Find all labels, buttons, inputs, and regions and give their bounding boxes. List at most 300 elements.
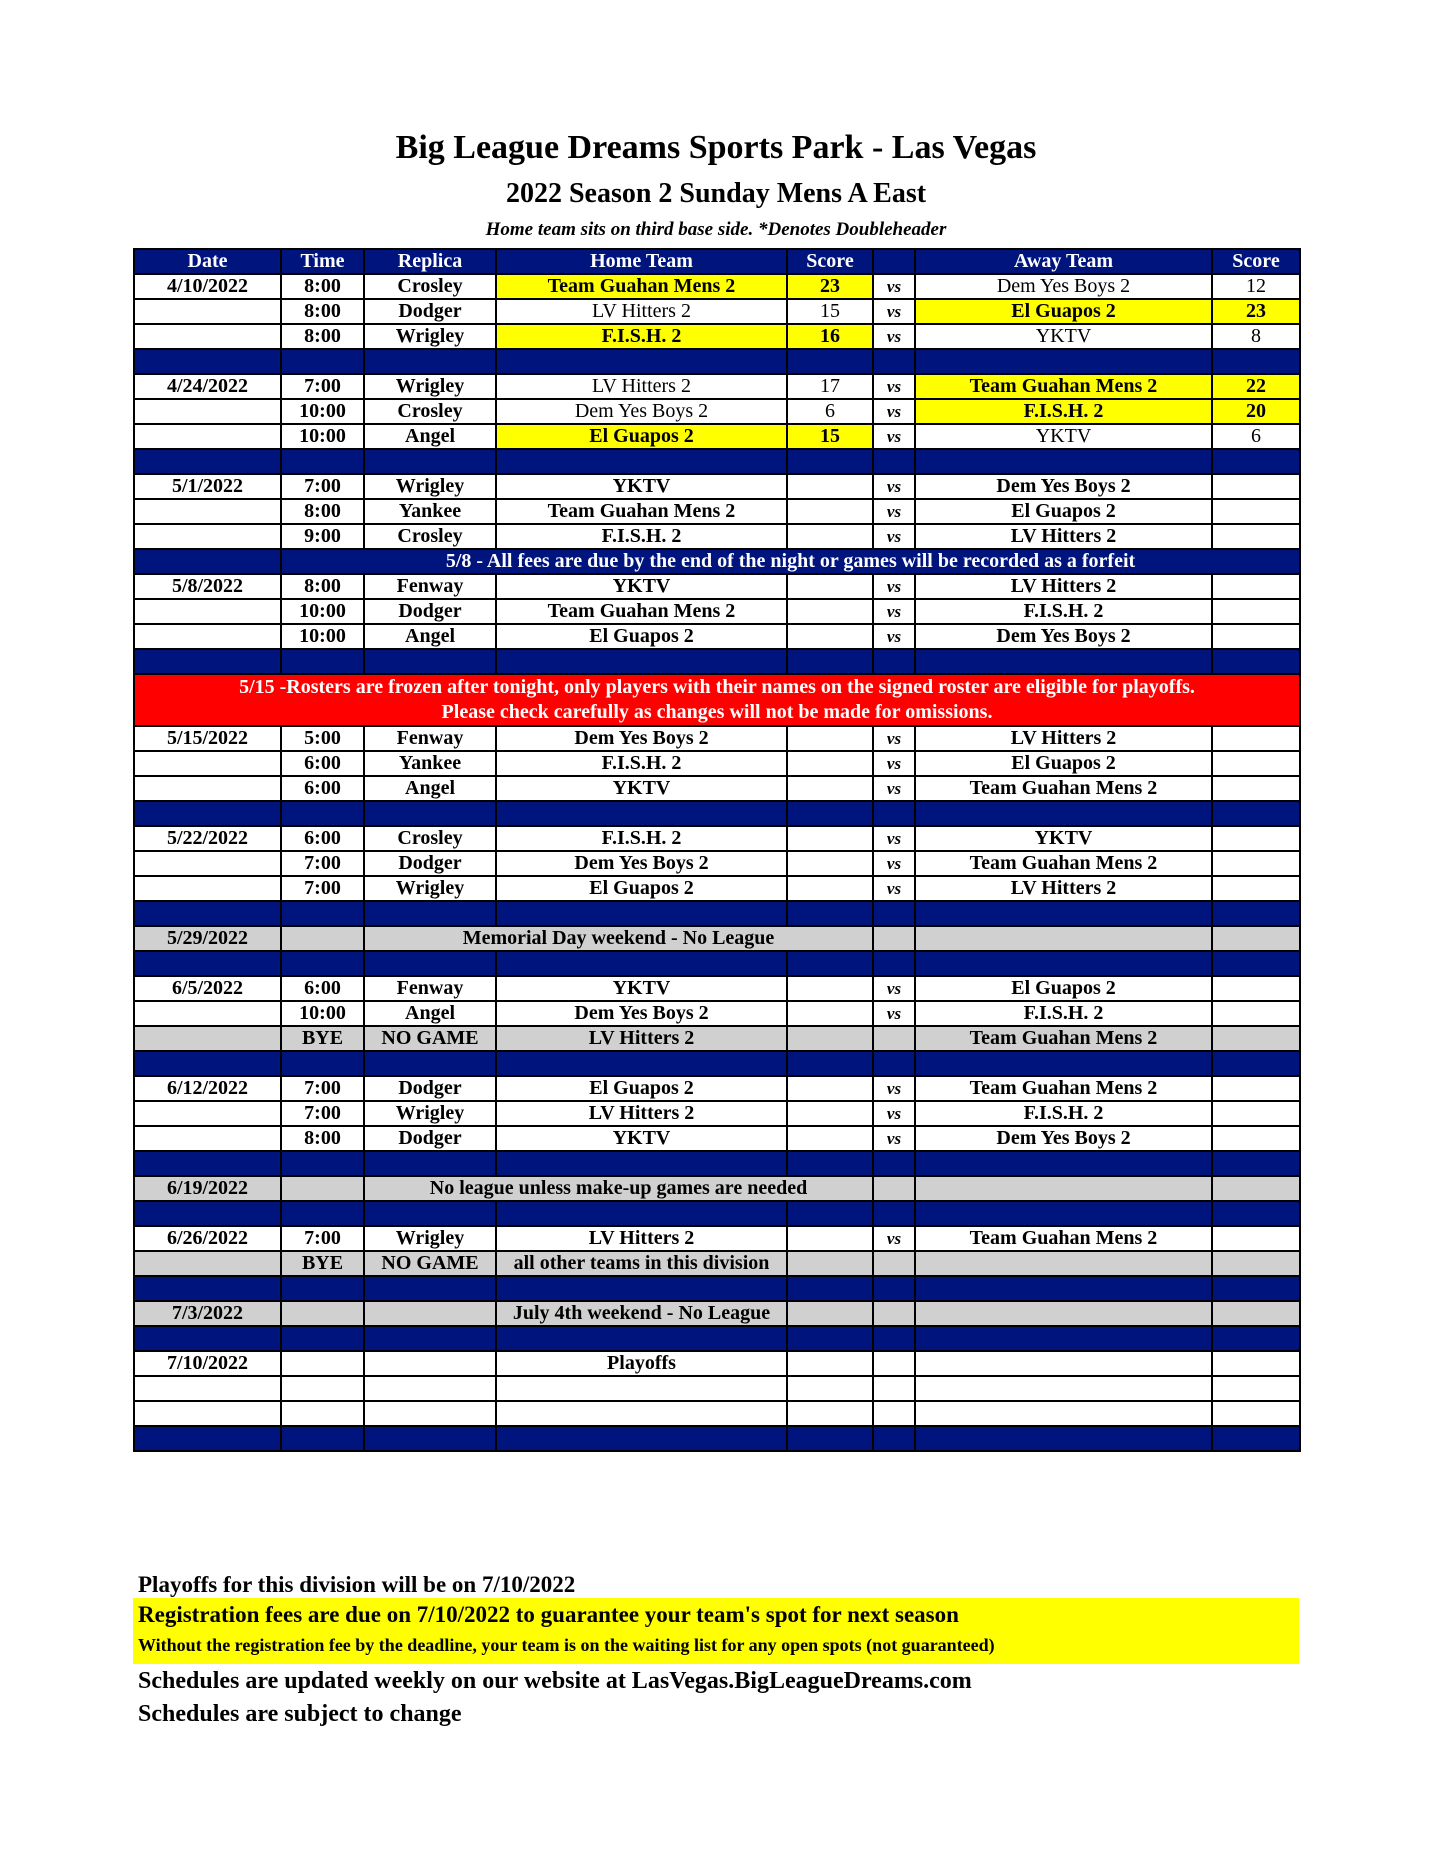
empty-cell bbox=[1212, 801, 1300, 826]
empty-cell bbox=[134, 1326, 281, 1351]
empty-cell bbox=[915, 951, 1212, 976]
away-score: 22 bbox=[1212, 374, 1300, 399]
away-team: Dem Yes Boys 2 bbox=[915, 474, 1212, 499]
empty-cell bbox=[873, 1201, 915, 1226]
away-team: Team Guahan Mens 2 bbox=[915, 851, 1212, 876]
empty-cell bbox=[281, 1051, 364, 1076]
vs-label: vs bbox=[873, 851, 915, 876]
home-score bbox=[787, 499, 873, 524]
empty-cell bbox=[787, 801, 873, 826]
game-field: Crosley bbox=[364, 826, 496, 851]
away-score bbox=[1212, 776, 1300, 801]
empty-cell bbox=[281, 1326, 364, 1351]
vs-label: vs bbox=[873, 1226, 915, 1251]
game-field: Wrigley bbox=[364, 1101, 496, 1126]
no-league-row bbox=[134, 926, 1300, 951]
home-team: LV Hitters 2 bbox=[496, 299, 787, 324]
empty-cell bbox=[1212, 1401, 1300, 1426]
empty-cell bbox=[364, 349, 496, 374]
empty-cell bbox=[364, 1351, 496, 1376]
empty-cell bbox=[873, 901, 915, 926]
away-score bbox=[1212, 1126, 1300, 1151]
game-date bbox=[134, 776, 281, 801]
playoffs-row bbox=[134, 1351, 1300, 1376]
away-team: Team Guahan Mens 2 bbox=[915, 776, 1212, 801]
table-row bbox=[134, 751, 1300, 776]
empty-cell bbox=[134, 549, 281, 574]
empty-cell bbox=[915, 649, 1212, 674]
game-time: 8:00 bbox=[281, 574, 364, 599]
vs-label: vs bbox=[873, 524, 915, 549]
empty-cell bbox=[873, 1051, 915, 1076]
game-field: Yankee bbox=[364, 751, 496, 776]
empty-cell bbox=[873, 1376, 915, 1401]
empty-cell bbox=[364, 1401, 496, 1426]
roster-alert-line1: 5/15 -Rosters are frozen after tonight, only players with their names on the signed roster are eligible for playoffs. bbox=[239, 676, 1195, 698]
table-row bbox=[134, 1076, 1300, 1101]
separator-row bbox=[134, 449, 1300, 474]
game-field: Fenway bbox=[364, 976, 496, 1001]
separator-row bbox=[134, 801, 1300, 826]
empty-cell bbox=[1212, 1301, 1300, 1326]
empty-cell bbox=[787, 1376, 873, 1401]
empty-cell bbox=[915, 901, 1212, 926]
game-time: 7:00 bbox=[281, 474, 364, 499]
home-team: Dem Yes Boys 2 bbox=[496, 1001, 787, 1026]
game-date: 6/26/2022 bbox=[134, 1226, 281, 1251]
empty-cell bbox=[787, 1151, 873, 1176]
game-date: 7/3/2022 bbox=[134, 1301, 281, 1326]
away-score bbox=[1212, 599, 1300, 624]
roster-alert-line2: Please check carefully as changes will not be made for omissions. bbox=[441, 701, 993, 723]
game-field: Angel bbox=[364, 1001, 496, 1026]
separator-row bbox=[134, 649, 1300, 674]
empty-cell bbox=[1212, 951, 1300, 976]
empty-cell bbox=[281, 649, 364, 674]
empty-cell bbox=[1212, 1151, 1300, 1176]
game-field: Dodger bbox=[364, 1076, 496, 1101]
empty-cell bbox=[1212, 1376, 1300, 1401]
empty-cell bbox=[134, 801, 281, 826]
game-date: 6/19/2022 bbox=[134, 1176, 281, 1201]
away-score bbox=[1212, 826, 1300, 851]
game-date: 4/24/2022 bbox=[134, 374, 281, 399]
col-header-away-team: Away Team bbox=[915, 249, 1212, 274]
empty-cell bbox=[915, 1326, 1212, 1351]
no-league-note: No league unless make-up games are needed bbox=[364, 1176, 873, 1201]
vs-label: vs bbox=[873, 624, 915, 649]
home-team: F.I.S.H. 2 bbox=[496, 524, 787, 549]
col-header-time: Time bbox=[281, 249, 364, 274]
away-team: Dem Yes Boys 2 bbox=[915, 1126, 1212, 1151]
away-score bbox=[1212, 726, 1300, 751]
empty-cell bbox=[1212, 1026, 1300, 1051]
separator-row bbox=[134, 1151, 1300, 1176]
away-team: YKTV bbox=[915, 324, 1212, 349]
game-date bbox=[134, 851, 281, 876]
empty-cell bbox=[915, 926, 1212, 951]
game-field: Dodger bbox=[364, 299, 496, 324]
empty-cell bbox=[1212, 649, 1300, 674]
separator-row bbox=[134, 1426, 1300, 1451]
empty-cell bbox=[873, 1351, 915, 1376]
away-score: 12 bbox=[1212, 274, 1300, 299]
empty-cell bbox=[787, 1201, 873, 1226]
home-team: El Guapos 2 bbox=[496, 1076, 787, 1101]
away-score: 23 bbox=[1212, 299, 1300, 324]
game-time: 10:00 bbox=[281, 599, 364, 624]
game-field: Wrigley bbox=[364, 374, 496, 399]
home-score: 15 bbox=[787, 424, 873, 449]
away-score bbox=[1212, 976, 1300, 1001]
empty-cell bbox=[496, 649, 787, 674]
empty-cell bbox=[281, 1176, 364, 1201]
empty-cell bbox=[364, 1376, 496, 1401]
away-team: F.I.S.H. 2 bbox=[915, 599, 1212, 624]
home-score: 17 bbox=[787, 374, 873, 399]
empty-cell bbox=[915, 449, 1212, 474]
empty-cell bbox=[873, 801, 915, 826]
separator-row bbox=[134, 349, 1300, 374]
home-team: El Guapos 2 bbox=[496, 624, 787, 649]
empty-cell bbox=[364, 801, 496, 826]
game-time: 6:00 bbox=[281, 826, 364, 851]
empty-cell bbox=[873, 1151, 915, 1176]
empty-cell bbox=[1212, 449, 1300, 474]
empty-cell bbox=[873, 1176, 915, 1201]
game-date bbox=[134, 624, 281, 649]
roster-alert-row bbox=[134, 674, 1300, 726]
home-team: Team Guahan Mens 2 bbox=[496, 499, 787, 524]
empty-cell bbox=[364, 1301, 496, 1326]
separator-row bbox=[134, 901, 1300, 926]
game-date: 5/29/2022 bbox=[134, 926, 281, 951]
home-score bbox=[787, 1001, 873, 1026]
no-league-note: July 4th weekend - No League bbox=[496, 1301, 787, 1326]
no-game-label: NO GAME bbox=[364, 1026, 496, 1051]
table-row bbox=[134, 1001, 1300, 1026]
table-row bbox=[134, 524, 1300, 549]
home-score: 23 bbox=[787, 274, 873, 299]
empty-cell bbox=[134, 649, 281, 674]
away-score bbox=[1212, 1226, 1300, 1251]
empty-cell bbox=[134, 1051, 281, 1076]
page-subtitle: 2022 Season 2 Sunday Mens A East bbox=[505, 178, 927, 209]
empty-cell bbox=[134, 1251, 281, 1276]
away-team: El Guapos 2 bbox=[915, 751, 1212, 776]
table-row bbox=[134, 826, 1300, 851]
empty-cell bbox=[1212, 1351, 1300, 1376]
separator-row bbox=[134, 1276, 1300, 1301]
game-date bbox=[134, 751, 281, 776]
empty-cell bbox=[915, 1151, 1212, 1176]
empty-cell bbox=[1212, 1176, 1300, 1201]
no-league-note: Memorial Day weekend - No League bbox=[364, 926, 873, 951]
waiting-list-note: Without the registration fee by the deadline, your team is on the waiting list for any open spots (not guaranteed) bbox=[138, 1635, 995, 1655]
vs-label: vs bbox=[873, 574, 915, 599]
home-score bbox=[787, 826, 873, 851]
game-field: Wrigley bbox=[364, 474, 496, 499]
game-field: Fenway bbox=[364, 574, 496, 599]
game-date bbox=[134, 324, 281, 349]
away-team: Team Guahan Mens 2 bbox=[915, 1226, 1212, 1251]
empty-cell bbox=[364, 1201, 496, 1226]
game-time: 8:00 bbox=[281, 499, 364, 524]
game-date bbox=[134, 1001, 281, 1026]
away-score bbox=[1212, 851, 1300, 876]
table-row bbox=[134, 374, 1300, 399]
empty-cell bbox=[787, 1351, 873, 1376]
empty-cell bbox=[787, 1251, 873, 1276]
empty-cell bbox=[873, 449, 915, 474]
home-score bbox=[787, 851, 873, 876]
away-score bbox=[1212, 574, 1300, 599]
table-header-row bbox=[134, 249, 1300, 274]
empty-cell bbox=[1212, 1251, 1300, 1276]
game-date bbox=[134, 399, 281, 424]
game-time: 7:00 bbox=[281, 1076, 364, 1101]
page-title: Big League Dreams Sports Park - Las Vegas bbox=[395, 129, 1037, 166]
empty-cell bbox=[281, 1301, 364, 1326]
empty-cell bbox=[496, 801, 787, 826]
empty-cell bbox=[134, 1426, 281, 1451]
empty-cell bbox=[364, 1326, 496, 1351]
game-field: Wrigley bbox=[364, 876, 496, 901]
home-score bbox=[787, 776, 873, 801]
game-time: 8:00 bbox=[281, 299, 364, 324]
table-row bbox=[134, 1101, 1300, 1126]
game-date: 4/10/2022 bbox=[134, 274, 281, 299]
home-team: YKTV bbox=[496, 474, 787, 499]
header-note: Home team sits on third base side. *Denotes Doubleheader bbox=[485, 219, 947, 240]
away-team: El Guapos 2 bbox=[915, 499, 1212, 524]
home-score bbox=[787, 574, 873, 599]
bye-label: BYE bbox=[281, 1251, 364, 1276]
empty-cell bbox=[281, 926, 364, 951]
vs-label: vs bbox=[873, 1126, 915, 1151]
away-team: F.I.S.H. 2 bbox=[915, 399, 1212, 424]
vs-label: vs bbox=[873, 324, 915, 349]
game-date bbox=[134, 499, 281, 524]
empty-cell bbox=[787, 1026, 873, 1051]
table-row bbox=[134, 876, 1300, 901]
vs-label: vs bbox=[873, 826, 915, 851]
away-team: Dem Yes Boys 2 bbox=[915, 274, 1212, 299]
game-date: 6/12/2022 bbox=[134, 1076, 281, 1101]
home-team: El Guapos 2 bbox=[496, 876, 787, 901]
change-note: Schedules are subject to change bbox=[138, 1701, 462, 1727]
away-team: El Guapos 2 bbox=[915, 299, 1212, 324]
blank-row bbox=[134, 1401, 1300, 1426]
game-field: Dodger bbox=[364, 1126, 496, 1151]
empty-cell bbox=[496, 1201, 787, 1226]
table-row bbox=[134, 499, 1300, 524]
website-note: Schedules are updated weekly on our website at LasVegas.BigLeagueDreams.com bbox=[138, 1668, 972, 1694]
home-score bbox=[787, 1126, 873, 1151]
home-team: Team Guahan Mens 2 bbox=[496, 599, 787, 624]
home-score: 15 bbox=[787, 299, 873, 324]
empty-cell bbox=[496, 449, 787, 474]
empty-cell bbox=[873, 1251, 915, 1276]
empty-cell bbox=[915, 349, 1212, 374]
home-score bbox=[787, 474, 873, 499]
empty-cell bbox=[915, 801, 1212, 826]
table-row bbox=[134, 299, 1300, 324]
bye-team: all other teams in this division bbox=[496, 1251, 787, 1276]
empty-cell bbox=[1212, 1051, 1300, 1076]
away-score bbox=[1212, 1076, 1300, 1101]
empty-cell bbox=[364, 951, 496, 976]
game-date: 5/15/2022 bbox=[134, 726, 281, 751]
vs-label: vs bbox=[873, 424, 915, 449]
empty-cell bbox=[1212, 349, 1300, 374]
empty-cell bbox=[364, 1426, 496, 1451]
empty-cell bbox=[787, 1326, 873, 1351]
bye-team: LV Hitters 2 bbox=[496, 1026, 787, 1051]
empty-cell bbox=[281, 951, 364, 976]
away-team: LV Hitters 2 bbox=[915, 574, 1212, 599]
empty-cell bbox=[915, 1401, 1212, 1426]
vs-label: vs bbox=[873, 876, 915, 901]
home-score bbox=[787, 751, 873, 776]
empty-cell bbox=[873, 951, 915, 976]
fees-notice-row bbox=[134, 549, 1300, 574]
empty-cell bbox=[281, 349, 364, 374]
game-field: Fenway bbox=[364, 726, 496, 751]
empty-cell bbox=[496, 1276, 787, 1301]
away-team: Team Guahan Mens 2 bbox=[915, 374, 1212, 399]
empty-cell bbox=[787, 349, 873, 374]
away-score bbox=[1212, 499, 1300, 524]
empty-cell bbox=[496, 1401, 787, 1426]
empty-cell bbox=[134, 449, 281, 474]
away-team: LV Hitters 2 bbox=[915, 524, 1212, 549]
empty-cell bbox=[364, 901, 496, 926]
empty-cell bbox=[364, 1151, 496, 1176]
schedule-table bbox=[133, 248, 1301, 1452]
vs-label: vs bbox=[873, 474, 915, 499]
home-team: LV Hitters 2 bbox=[496, 374, 787, 399]
empty-cell bbox=[1212, 1276, 1300, 1301]
empty-cell bbox=[496, 349, 787, 374]
table-row bbox=[134, 1126, 1300, 1151]
away-team: LV Hitters 2 bbox=[915, 876, 1212, 901]
vs-label: vs bbox=[873, 399, 915, 424]
registration-note: Registration fees are due on 7/10/2022 to guarantee your team's spot for next season bbox=[138, 1602, 959, 1627]
game-field: Wrigley bbox=[364, 324, 496, 349]
game-date bbox=[134, 524, 281, 549]
empty-cell bbox=[787, 449, 873, 474]
table-row bbox=[134, 1226, 1300, 1251]
col-header-away-score: Score bbox=[1212, 249, 1300, 274]
table-row bbox=[134, 624, 1300, 649]
game-date bbox=[134, 876, 281, 901]
empty-cell bbox=[496, 1326, 787, 1351]
empty-cell bbox=[1212, 1201, 1300, 1226]
game-time: 10:00 bbox=[281, 1001, 364, 1026]
home-team: YKTV bbox=[496, 574, 787, 599]
empty-cell bbox=[873, 1301, 915, 1326]
home-team: F.I.S.H. 2 bbox=[496, 324, 787, 349]
empty-cell bbox=[873, 1426, 915, 1451]
game-time: 5:00 bbox=[281, 726, 364, 751]
col-header-vs bbox=[873, 249, 915, 274]
home-team: F.I.S.H. 2 bbox=[496, 826, 787, 851]
home-score bbox=[787, 624, 873, 649]
playoffs-note: Playoffs for this division will be on 7/10/2022 bbox=[138, 1572, 576, 1597]
game-field: Crosley bbox=[364, 274, 496, 299]
empty-cell bbox=[364, 649, 496, 674]
separator-row bbox=[134, 1051, 1300, 1076]
home-team: Team Guahan Mens 2 bbox=[496, 274, 787, 299]
game-time: 6:00 bbox=[281, 976, 364, 1001]
vs-label: vs bbox=[873, 599, 915, 624]
table-row bbox=[134, 726, 1300, 751]
empty-cell bbox=[134, 1401, 281, 1426]
empty-cell bbox=[787, 1426, 873, 1451]
game-date: 7/10/2022 bbox=[134, 1351, 281, 1376]
roster-alert bbox=[134, 674, 1300, 726]
home-score: 6 bbox=[787, 399, 873, 424]
away-team: Dem Yes Boys 2 bbox=[915, 624, 1212, 649]
separator-row bbox=[134, 1201, 1300, 1226]
home-score bbox=[787, 1101, 873, 1126]
empty-cell bbox=[787, 1276, 873, 1301]
bye-team-away bbox=[915, 1251, 1212, 1276]
away-team: El Guapos 2 bbox=[915, 976, 1212, 1001]
no-league-row bbox=[134, 1176, 1300, 1201]
game-date: 5/8/2022 bbox=[134, 574, 281, 599]
empty-cell bbox=[1212, 1326, 1300, 1351]
empty-cell bbox=[787, 1301, 873, 1326]
game-time: 7:00 bbox=[281, 1226, 364, 1251]
col-header-home-score: Score bbox=[787, 249, 873, 274]
table-row bbox=[134, 474, 1300, 499]
game-field: Yankee bbox=[364, 499, 496, 524]
no-league-row bbox=[134, 1301, 1300, 1326]
game-time: 8:00 bbox=[281, 324, 364, 349]
empty-cell bbox=[915, 1426, 1212, 1451]
empty-cell bbox=[134, 1276, 281, 1301]
game-field: Angel bbox=[364, 424, 496, 449]
away-score bbox=[1212, 1001, 1300, 1026]
empty-cell bbox=[134, 951, 281, 976]
vs-label: vs bbox=[873, 976, 915, 1001]
game-field: Angel bbox=[364, 624, 496, 649]
home-score: 16 bbox=[787, 324, 873, 349]
game-date: 5/1/2022 bbox=[134, 474, 281, 499]
game-date: 6/5/2022 bbox=[134, 976, 281, 1001]
empty-cell bbox=[364, 449, 496, 474]
bye-team-away: Team Guahan Mens 2 bbox=[915, 1026, 1212, 1051]
empty-cell bbox=[281, 1151, 364, 1176]
empty-cell bbox=[787, 649, 873, 674]
away-score bbox=[1212, 876, 1300, 901]
separator-row bbox=[134, 951, 1300, 976]
vs-label: vs bbox=[873, 751, 915, 776]
vs-label: vs bbox=[873, 1076, 915, 1101]
game-field: Angel bbox=[364, 776, 496, 801]
home-score bbox=[787, 976, 873, 1001]
empty-cell bbox=[787, 901, 873, 926]
away-team: F.I.S.H. 2 bbox=[915, 1001, 1212, 1026]
empty-cell bbox=[134, 349, 281, 374]
empty-cell bbox=[873, 926, 915, 951]
col-header-home-team: Home Team bbox=[496, 249, 787, 274]
game-date bbox=[134, 1126, 281, 1151]
game-field: Dodger bbox=[364, 599, 496, 624]
game-time: 6:00 bbox=[281, 751, 364, 776]
